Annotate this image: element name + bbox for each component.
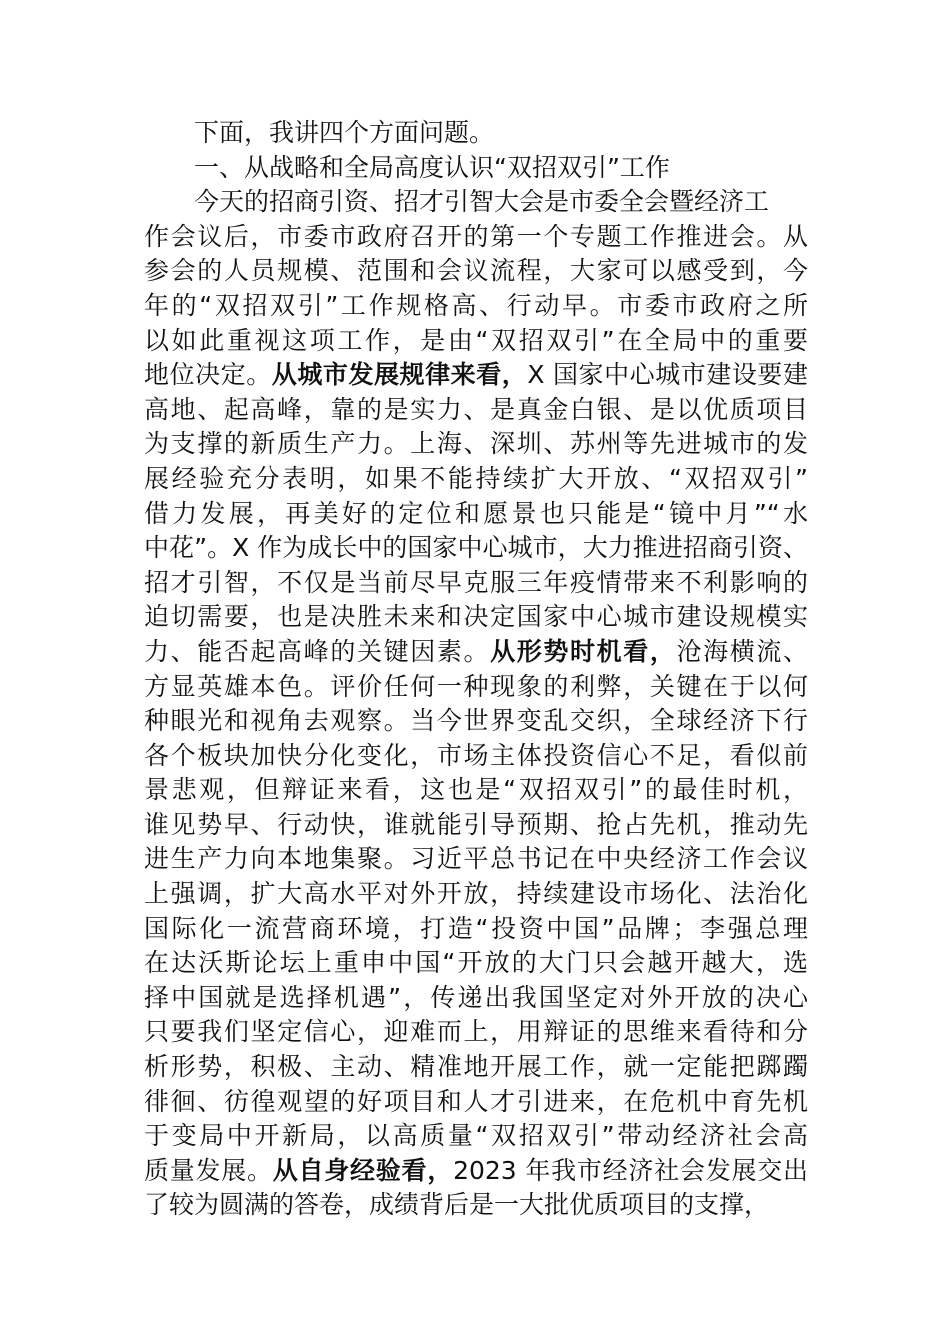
line-text: 借力发展，再美好的定位和愿景也只能是“镜中月”“水 — [144, 498, 808, 528]
paragraph-line — [144, 531, 808, 566]
line-text: 招才引智，不仅是当前尽早克服三年疫情带来不利影响的 — [144, 567, 808, 597]
paragraph-line — [144, 1085, 808, 1120]
line-text: 上强调，扩大高水平对外开放，持续建设市场化、法治化 — [144, 879, 808, 909]
line-text: 迫切需要，也是决胜未来和决定国家中心城市建设规模实 — [144, 602, 808, 632]
paragraph-line — [144, 635, 808, 670]
paragraph-line — [144, 462, 808, 497]
paragraph-line — [144, 358, 808, 393]
paragraph-line — [144, 739, 808, 774]
bold-lead-phrase: 从城市发展规律来看， — [271, 360, 528, 390]
paragraph-line-indented — [144, 151, 808, 186]
paragraph-line — [144, 946, 808, 981]
line-text: X 国家中心城市建设要建 — [527, 360, 808, 390]
line-text: 了较为圆满的答卷，成绩背后是一大批优质项目的支撑， — [144, 1190, 770, 1220]
paragraph-line — [144, 427, 808, 462]
paragraph-line — [144, 670, 808, 705]
line-text: 质量发展。 — [144, 1155, 273, 1185]
paragraph-line — [144, 704, 808, 739]
paragraph-line — [144, 981, 808, 1016]
line-text: 中花”。X 作为成长中的国家中心城市，大力推进招商引资、 — [144, 533, 808, 563]
paragraph-line — [144, 1188, 808, 1223]
line-text: 年的“双招双引”工作规格高、行动早。市委市政府之所 — [144, 290, 808, 320]
line-text: 高地、起高峰，靠的是实力、是真金白银、是以优质项目 — [144, 394, 808, 424]
line-text: 析形势，积极、主动、精准地开展工作，就一定能把踯躅 — [144, 1052, 808, 1082]
line-text: 方显英雄本色。评价任何一种现象的利弊，关键在于以何 — [144, 671, 808, 701]
line-text: 下面，我讲四个方面问题。 — [194, 118, 495, 147]
line-text: 参会的人员规模、范围和会议流程，大家可以感受到，今 — [144, 256, 808, 286]
paragraph-line — [144, 393, 808, 428]
line-text: 只要我们坚定信心，迎难而上，用辩证的思维来看待和分 — [144, 1017, 808, 1047]
line-text: 作会议后，市委市政府召开的第一个专题工作推进会。从 — [144, 221, 808, 251]
bold-lead-phrase: 从形势时机看， — [490, 636, 677, 666]
line-text: 今天的招商引资、招才引智大会是市委全会暨经济工 — [194, 187, 770, 217]
line-text: 进生产力向本地集聚。习近平总书记在中央经济工作会议 — [144, 844, 808, 874]
paragraph-line — [144, 566, 808, 601]
paragraph-line — [144, 1154, 808, 1189]
paragraph-line — [144, 912, 808, 947]
line-text: 种眼光和视角去观察。当今世界变乱交织，全球经济下行 — [144, 706, 808, 736]
line-text: 地位决定。 — [144, 360, 272, 390]
line-text: 2023 年我市经济社会发展交出 — [453, 1155, 808, 1185]
bold-lead-phrase: 从自身经验看， — [272, 1155, 454, 1185]
paragraph-line — [144, 497, 808, 532]
paragraph-line — [144, 877, 808, 912]
line-text: 于变局中开新局，以高质量“双招双引”带动经济社会高 — [144, 1121, 808, 1151]
line-text: 一、从战略和全局高度认识“双招双引”工作 — [194, 152, 670, 182]
line-text: 为支撑的新质生产力。上海、深圳、苏州等先进城市的发 — [144, 429, 808, 459]
paragraph-line — [144, 324, 808, 359]
line-text: 景悲观，但辩证来看，这也是“双招双引”的最佳时机， — [144, 775, 808, 805]
line-text: 各个板块加快分化变化，市场主体投资信心不足，看似前 — [144, 740, 808, 770]
line-text: 以如此重视这项工作，是由“双招双引”在全局中的重要 — [144, 325, 808, 355]
paragraph-line — [144, 1119, 808, 1154]
paragraph-line — [144, 289, 808, 324]
paragraph-line — [144, 842, 808, 877]
line-text: 徘徊、彷徨观望的好项目和人才引进来，在危机中育先机 — [144, 1086, 808, 1116]
line-text: 国际化一流营商环境，打造“投资中国”品牌；李强总理 — [144, 913, 808, 943]
paragraph-line — [144, 600, 808, 635]
line-text: 沧海横流、 — [676, 636, 808, 666]
paragraph-line-indented — [144, 185, 808, 220]
paragraph-line — [144, 808, 808, 843]
paragraph-line — [144, 254, 808, 289]
line-text: 展经验充分表明，如果不能持续扩大开放、“双招双引” — [144, 463, 808, 493]
paragraph-line — [144, 1015, 808, 1050]
paragraph-line — [144, 220, 808, 255]
speech-body-text — [144, 116, 808, 1223]
paragraph-line-indented — [144, 116, 808, 151]
line-text: 谁见势早、行动快，谁就能引导预期、抢占先机，推动先 — [144, 809, 808, 839]
paragraph-line — [144, 1050, 808, 1085]
line-text: 择中国就是选择机遇”，传递出我国坚定对外开放的决心 — [144, 982, 808, 1012]
paragraph-line — [144, 773, 808, 808]
line-text: 在达沃斯论坛上重申中国“开放的大门只会越开越大，选 — [144, 948, 808, 978]
line-text: 力、能否起高峰的关键因素。 — [144, 636, 491, 666]
